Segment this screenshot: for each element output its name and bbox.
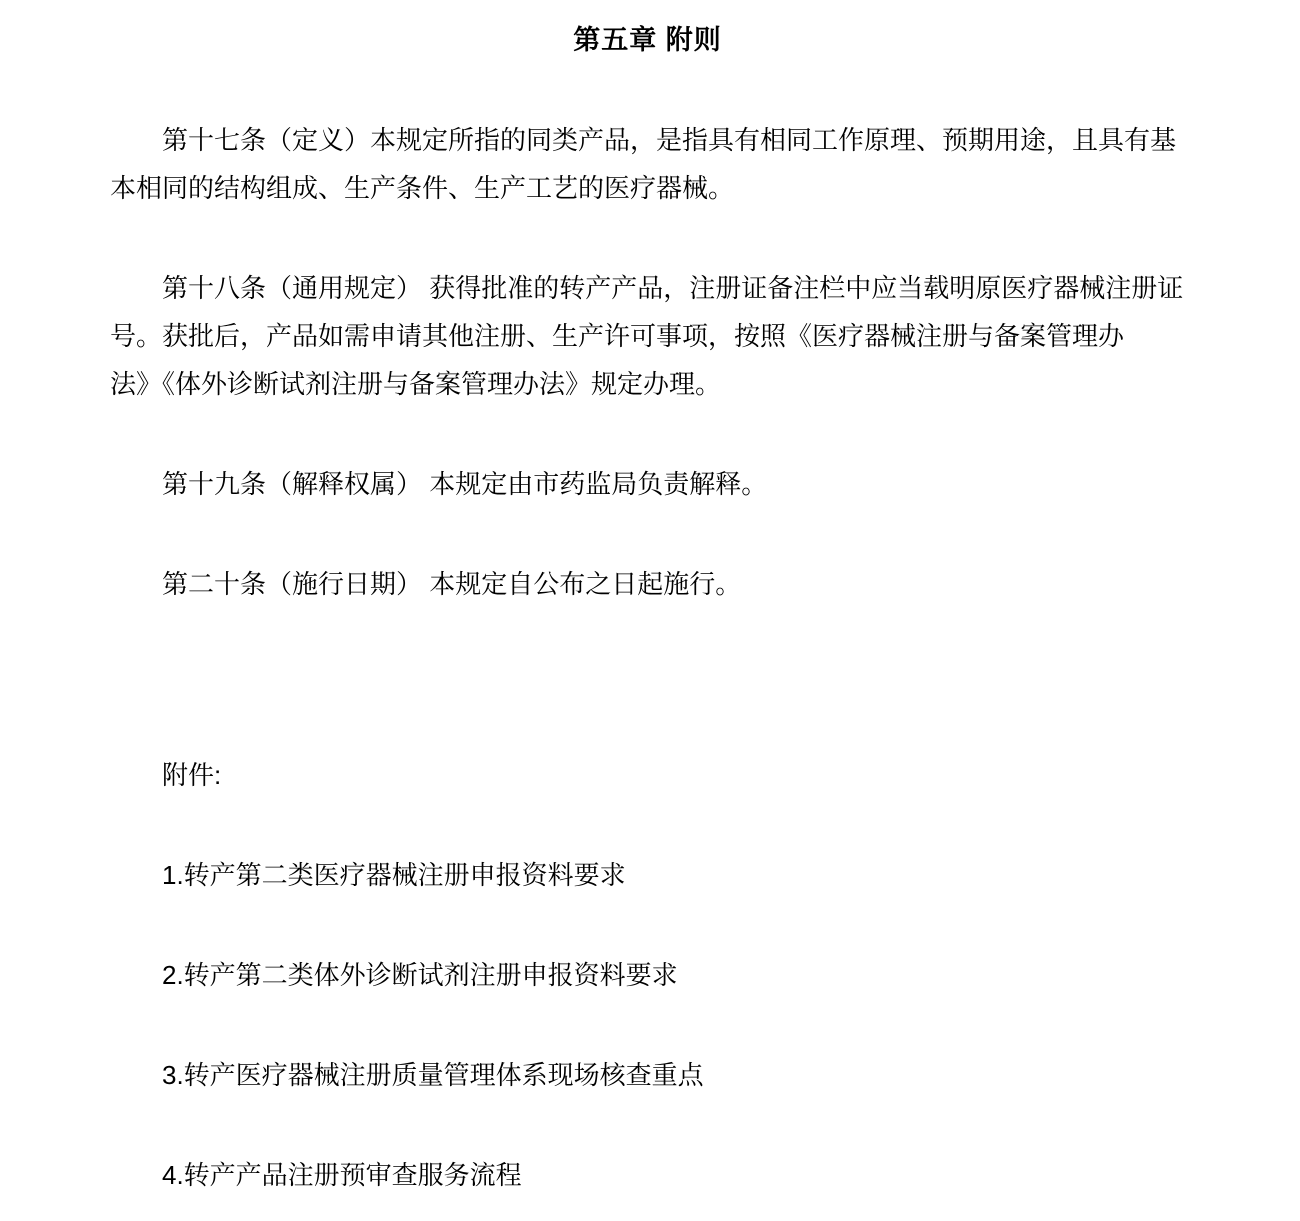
attachment-item-text: 1.转产第二类医疗器械注册申报资料要求 [162,860,626,890]
paragraph-line: 第十八条（通用规定） 获得批准的转产产品，注册证备注栏中应当载明原医疗器械注册证 [162,273,1184,303]
chapter-title: 第五章 附则 [573,25,722,55]
article-18-paragraph [110,264,1185,408]
attachments-label-text: 附件: [162,760,222,790]
article-17-paragraph [110,116,1185,212]
attachment-item-text: 3.转产医疗器械注册质量管理体系现场核查重点 [162,1060,704,1090]
attachment-item-4 [110,1151,1185,1199]
paragraph-line: 第十七条（定义）本规定所指的同类产品，是指具有相同工作原理、预期用途，且具有基 [162,125,1177,155]
attachment-item-2 [110,951,1185,999]
paragraph-line: 本相同的结构组成、生产条件、生产工艺的医疗器械。 [110,173,735,203]
attachment-item-1 [110,851,1185,899]
attachments-label [110,751,1185,799]
paragraph-line: 第二十条（施行日期） 本规定自公布之日起施行。 [162,569,742,599]
attachment-item-text: 4.转产产品注册预审查服务流程 [162,1160,522,1190]
paragraph-line: 号。获批后，产品如需申请其他注册、生产许可事项，按照《医疗器械注册与备案管理办 [110,321,1125,351]
paragraph-line: 法》《体外诊断试剂注册与备案管理办法》规定办理。 [110,369,722,399]
article-20-paragraph [110,560,1185,608]
paragraph-line: 第十九条（解释权属） 本规定由市药监局负责解释。 [162,469,768,499]
attachment-item-text: 2.转产第二类体外诊断试剂注册申报资料要求 [162,960,678,990]
attachment-item-3 [110,1051,1185,1099]
article-19-paragraph [110,460,1185,508]
